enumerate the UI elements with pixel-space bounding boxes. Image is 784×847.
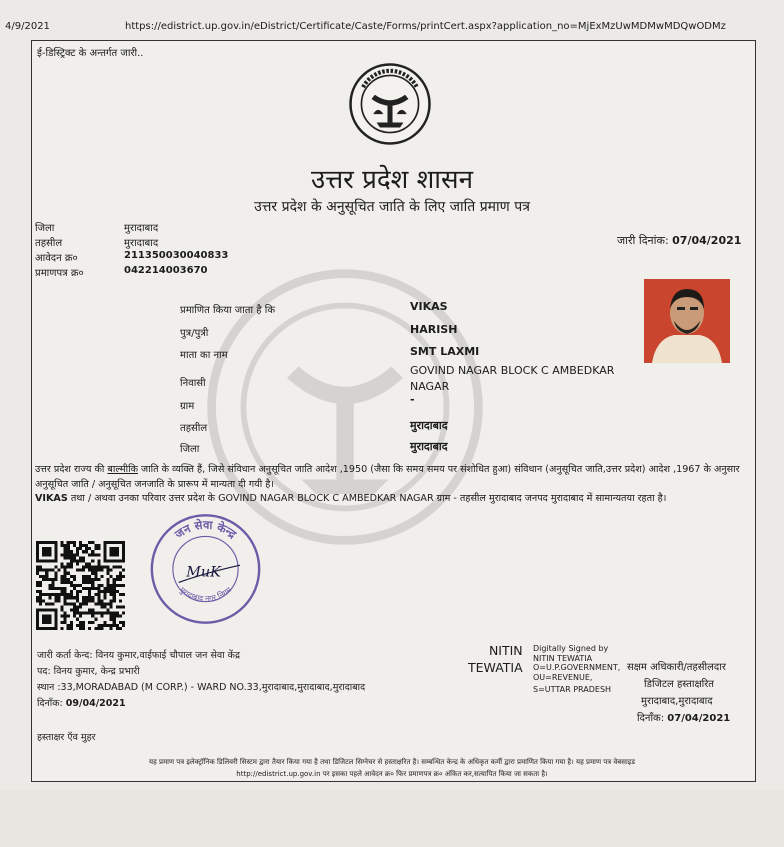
stamp-top-text: जन सेवा केन्द्र <box>172 517 240 542</box>
signer-name-line1: NITIN <box>488 643 523 658</box>
issuer-place: स्थान :33,MORADABAD (M CORP.) - WARD NO.33,मुरादाबाद,मुरादाबाद,मुरादाबाद <box>37 682 366 693</box>
resident-label: निवासी <box>180 378 206 389</box>
qr-code-icon <box>36 541 125 630</box>
field-tehsil-label: तहसील <box>180 423 208 434</box>
father-name: HARISH <box>410 323 458 336</box>
statement-part3: तथा / अथवा उनका परिवार उत्तर प्रदेश के GOVIND NAGAR BLOCK C AMBEDKAR NAGAR ग्राम - तहसील मुरादाबाद जनपद मुरादाबाद में सामान्यतया रहता है। <box>67 493 667 504</box>
field-tehsil-value: मुरादाबाद <box>410 419 448 432</box>
son-of-label: पुत्र/पुत्री <box>180 328 209 339</box>
signer-name <box>468 642 523 676</box>
up-government-emblem-icon <box>347 62 433 146</box>
village-label: ग्राम <box>180 401 195 412</box>
certificate-label: प्रमाणपत्र क्र० <box>35 268 84 279</box>
signer-name-line2: TEWATIA <box>468 660 523 675</box>
officer-title: सक्षम अधिकारी/तहसीलदार <box>627 662 726 673</box>
certified-label: प्रमाणित किया जाता है कि <box>180 305 276 316</box>
certificate-number: 042214003670 <box>124 265 208 276</box>
issuer-incharge: पद: विनय कुमार, केन्द्र प्रभारी <box>37 666 140 677</box>
resident-address-line1: GOVIND NAGAR BLOCK C AMBEDKAR <box>410 364 615 377</box>
digi-line3: O=U.P.GOVERNMENT, <box>533 663 621 673</box>
resident-address-line2: NAGAR <box>410 380 450 393</box>
application-number: 211350030040833 <box>124 250 229 261</box>
officer-place: मुरादाबाद,मुरादाबाद <box>641 696 713 707</box>
field-district-value: मुरादाबाद <box>410 440 448 453</box>
certificate-statement <box>35 463 755 507</box>
issue-date-value: 07/04/2021 <box>672 234 742 247</box>
applicant-photo <box>644 279 730 363</box>
district-label: जिला <box>35 223 55 234</box>
footer-verify-note: http://edistrict.up.gov.in पर इसका पहले आवेदन क्र० फिर प्रमाणपत्र क्र० अंकित कर,सत्यापित किया जा सकता है। <box>236 770 548 778</box>
district-value: मुरादाबाद <box>124 223 159 234</box>
person-photo-icon <box>644 279 730 363</box>
issuer-date-value: 09/04/2021 <box>65 698 126 709</box>
digi-line5: S=UTTAR PRADESH <box>533 685 612 695</box>
government-title: उत्तर प्रदेश शासन <box>310 165 474 195</box>
officer-date-label: दिनाँक: <box>637 713 665 724</box>
digi-line4: OU=REVENUE, <box>533 672 593 682</box>
officer-signed: डिजिटल हस्ताक्षरित <box>644 679 714 690</box>
svg-text:मुरादाबाद नगर निगम <box>177 585 233 603</box>
officer-date-value: 07/04/2021 <box>667 713 731 724</box>
digi-line2: NITIN TEWATIA <box>533 653 593 663</box>
footer-note: यह प्रमाण पत्र इलेक्ट्रॉनिक डिलिवरी सिस्टम द्वारा तैयार किया गया है तथा डिजिटल सिग्नेचर से हस्ताक्षरित है। सम्बन्धित केन्द्र के अधिकृत कर्मी द्वारा प्रमाणित किया गया है। यह प्रमाण पत्र वेबसाइड <box>149 758 635 766</box>
page-bottom <box>0 790 784 847</box>
statement-part2: जाति के व्यक्ति हैं, जिसे संविधान अनुसूचित जाति आदेश ,1950 (जैसा कि समय समय पर संशोधित हुआ) संविधान (अनुसूचित जाति,उत्तर प्रदेश) आदेश ,1967 के अनुसार अनुसूचित जाति / अनुसूचित जनजाति के प्रारूप में मान्यता दी गयी है। <box>35 464 740 490</box>
header-note: ई-डिस्ट्रिक्ट के अन्तर्गत जारी.. <box>37 48 144 59</box>
digital-signature-details <box>533 644 620 695</box>
statement-part1: उत्तर प्रदेश राज्य की <box>35 464 108 475</box>
jan-seva-kendra-stamp-icon <box>148 510 263 628</box>
caste-name: बाल्मीकि <box>107 464 138 475</box>
field-district-label: जिला <box>180 444 200 455</box>
mother-label: माता का नाम <box>180 350 228 361</box>
print-url: https://edistrict.up.gov.in/eDistrict/Certificate/Caste/Forms/printCert.aspx?application_no=MjExMzUwMDMwMDQwODMz <box>125 21 726 32</box>
mother-name: SMT LAXMI <box>410 345 480 358</box>
issue-date <box>617 233 741 248</box>
applicant-name: VIKAS <box>410 300 448 313</box>
stamp-bottom-text: मुरादाबाद नगर निगम <box>177 585 234 604</box>
signature-seal-label: हस्ताक्षर एँव मुहर <box>37 732 96 743</box>
issuer-date-label: दिनाँक: <box>37 698 63 709</box>
officer-date <box>637 710 730 724</box>
issuer-center: जारी कर्ता केन्द: विनय कुमार,वाईफाई चौपाल जन सेवा केंद्र <box>37 650 241 661</box>
digi-line1: Digitally Signed by <box>533 644 609 653</box>
print-date: 4/9/2021 <box>5 21 50 32</box>
village-value: - <box>410 393 415 406</box>
stamp-handwriting: MuK <box>186 564 221 581</box>
issue-date-label: जारी दिनांक: <box>617 234 669 247</box>
statement-name: VIKAS <box>35 493 68 504</box>
certificate-title: उत्तर प्रदेश के अनुसूचित जाति के लिए जाति प्रमाण पत्र <box>254 199 530 215</box>
tehsil-value: मुरादाबाद <box>124 238 159 249</box>
application-label: आवेदन क्र० <box>35 253 78 264</box>
issuer-date <box>37 696 126 709</box>
tehsil-label: तहसील <box>35 238 63 249</box>
